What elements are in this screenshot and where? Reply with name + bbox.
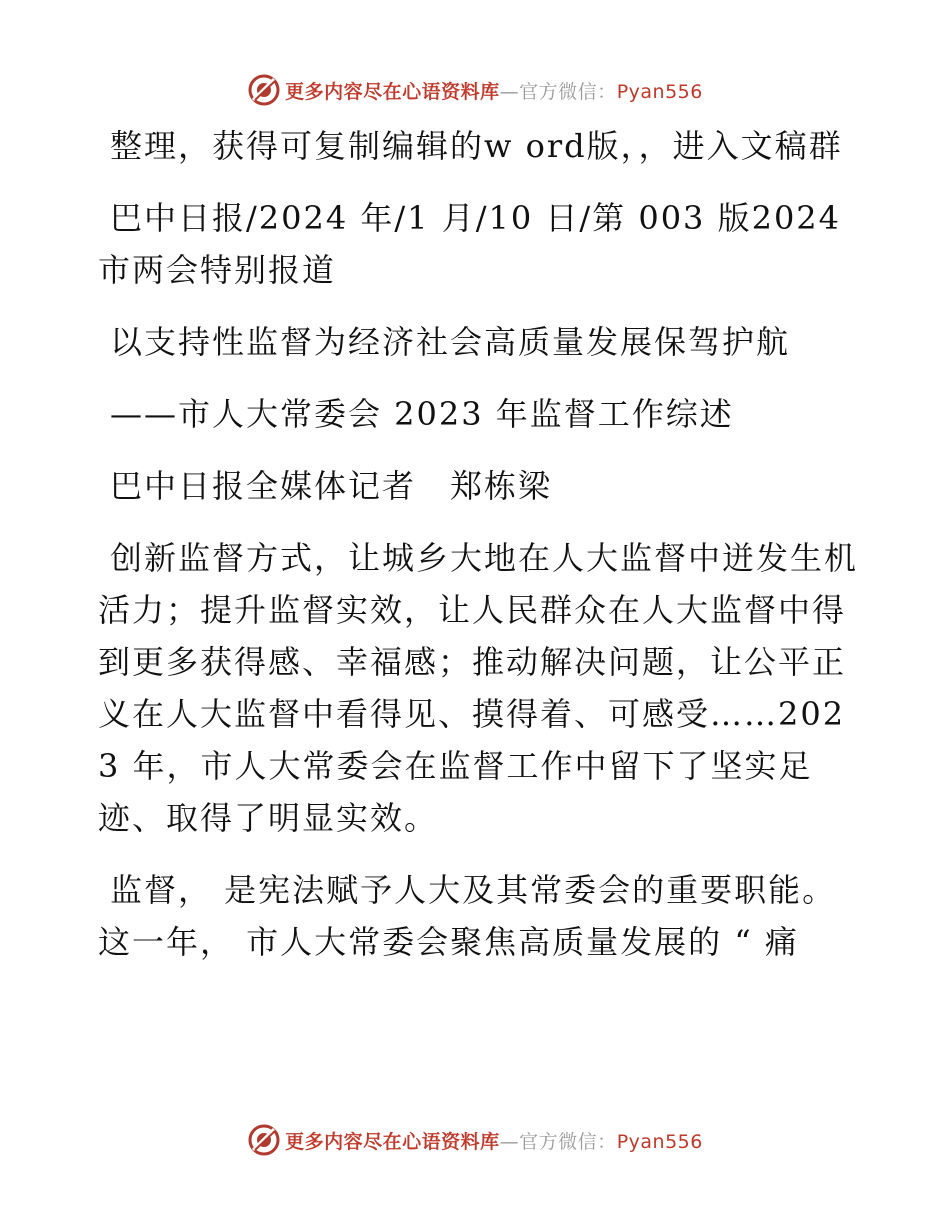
banner-separator: —	[499, 80, 520, 103]
article-subtitle: ——市人大常委会 2023 年监督工作综述	[110, 395, 734, 433]
body-paragraph: 监督， 是宪法赋予人大及其常委会的重要职能。这一年， 市人大常委会聚焦高质量发展的 “ 痛	[98, 871, 837, 961]
banner-main-text: 更多内容尽在心语资料库	[285, 1130, 500, 1153]
banner-main-text: 更多内容尽在心语资料库	[285, 80, 500, 103]
banner-suffix: 官方微信：	[519, 80, 617, 103]
brand-logo-icon	[247, 1123, 281, 1157]
banner-separator: —	[499, 1130, 520, 1153]
byline: 巴中日报全媒体记者 郑栋梁	[110, 467, 553, 505]
footer-watermark-banner	[0, 1120, 950, 1160]
banner-wechat-id: Pyan556	[616, 80, 703, 103]
banner-suffix: 官方微信：	[519, 1130, 617, 1153]
body-paragraph: 创新监督方式，让城乡大地在人大监督中迸发生机活力；提升监督实效，让人民群众在人大监督中得到更多获得感、幸福感；推动解决问题，让公平正义在人大监督中看得见、摸得着、可感受……2023 年，市人大常委会在监督工作中留下了坚实足迹、取得了明显实效。	[98, 539, 859, 837]
header-watermark-banner	[0, 70, 950, 110]
source-line: 巴中日报/2024 年/1 月/10 日/第 003 版2024市两会特别报道	[98, 199, 842, 289]
article-title: 以支持性监督为经济社会高质量发展保驾护航	[110, 323, 791, 361]
intro-note: 整理，获得可复制编辑的w ord版，，进入文稿群	[110, 127, 843, 165]
brand-logo-icon	[247, 73, 281, 107]
document-body	[98, 120, 858, 988]
banner-wechat-id: Pyan556	[616, 1130, 703, 1153]
